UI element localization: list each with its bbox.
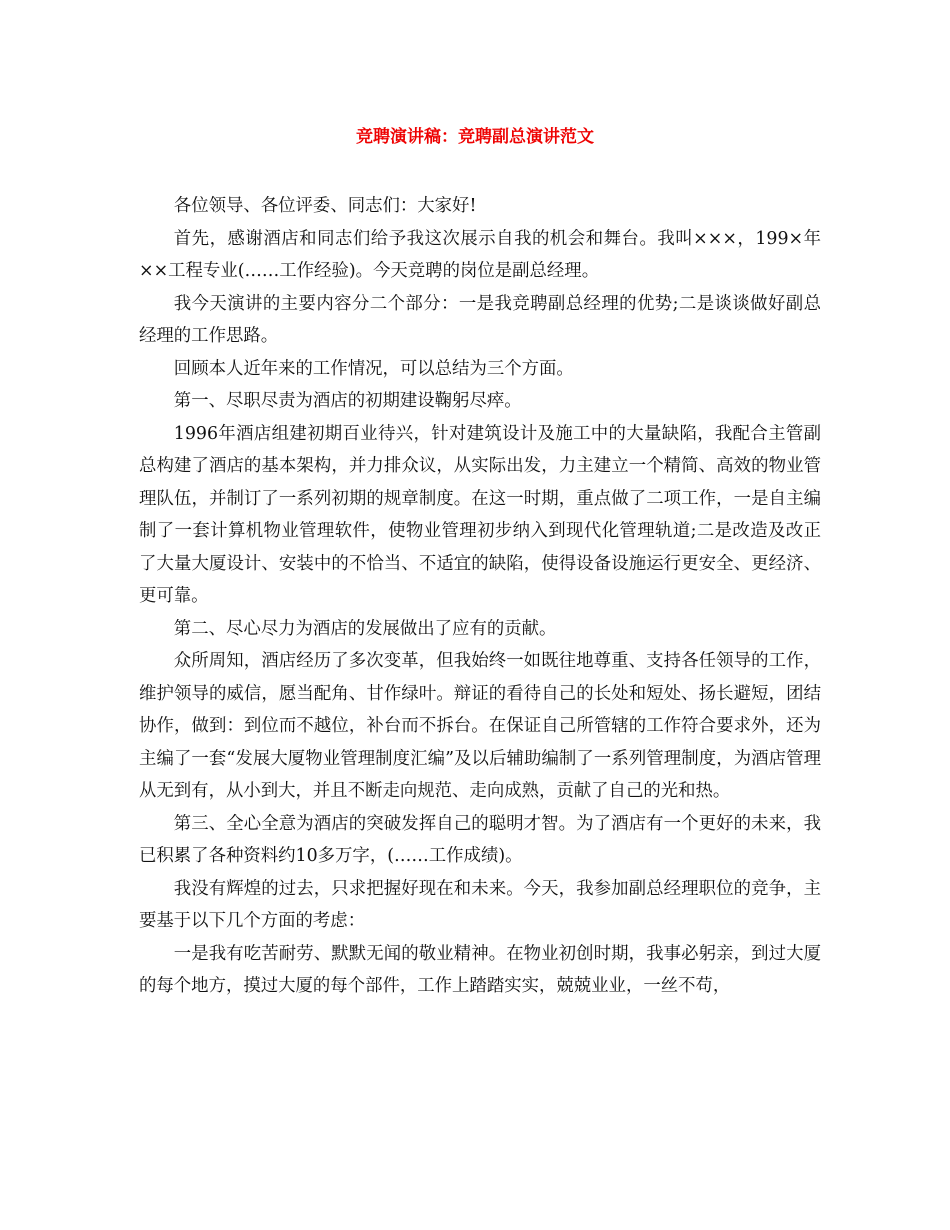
document-title: 竞聘演讲稿：竞聘副总演讲范文 [356,127,594,147]
paragraph-outline: 我今天演讲的主要内容分二个部分：一是我竞聘副总经理的优势;二是谈谈做好副总经理的工作思路。 [139,293,821,346]
paragraph-third: 第三、全心全意为酒店的突破发挥自己的聪明才智。为了酒店有一个更好的未来，我已积累了各种资料约10多万字，(……工作成绩)。 [139,813,821,866]
paragraph-heading-first: 第一、尽职尽责为酒店的初期建设鞠躬尽瘁。 [173,391,522,411]
paragraph-greeting: 各位领导、各位评委、同志们：大家好! [173,196,477,216]
paragraph-first-details: 1996年酒店组建初期百业待兴，针对建筑设计及施工中的大量缺陷，我配合主管副总构建了酒店的基本架构，并力排众议，从实际出发，力主建立一个精简、高效的物业管理队伍，并制订了一系列初期的规章制度。在这一时期，重点做了二项工作，一是自主编制了一套计算机物业管理软件，使物业管理初步纳入到现代化管理轨道;二是改造及改正了大量大厦设计、安装中的不恰当、不适宜的缺陷，使得设备设施运行更安全、更经济、更可靠。 [139,423,821,606]
paragraph-heading-second: 第二、尽心尽力为酒店的发展做出了应有的贡献。 [173,618,557,639]
paragraph-introduction: 首先，感谢酒店和同志们给予我这次展示自我的机会和舞台。我叫×××，199×年××工程专业(……工作经验)。今天竞聘的岗位是副总经理。 [139,228,821,281]
paragraph-motivation: 我没有辉煌的过去，只求把握好现在和未来。今天，我参加副总经理职位的竞争，主要基于以下几个方面的考虑： [139,878,821,931]
paragraph-reason-one: 一是我有吃苦耐劳、默默无闻的敬业精神。在物业初创时期，我事必躬亲，到过大厦的每个地方，摸过大厦的每个部件，工作上踏踏实实，兢兢业业，一丝不苟， [139,943,821,996]
paragraph-second-details: 众所周知，酒店经历了多次变革，但我始终一如既往地尊重、支持各任领导的工作，维护领导的威信，愿当配角、甘作绿叶。辩证的看待自己的长处和短处、扬长避短，团结协作，做到：到位而不越位，补台而不拆台。在保证自己所管辖的工作符合要求外，还为主编了一套“发展大厦物业管理制度汇编”及以后辅助编制了一系列管理制度，为酒店管理从无到有，从小到大，并且不断走向规范、走向成熟，贡献了自己的光和热。 [139,651,821,801]
document-body [139,190,821,1003]
paragraph-review: 回顾本人近年来的工作情况，可以总结为三个方面。 [173,358,574,379]
